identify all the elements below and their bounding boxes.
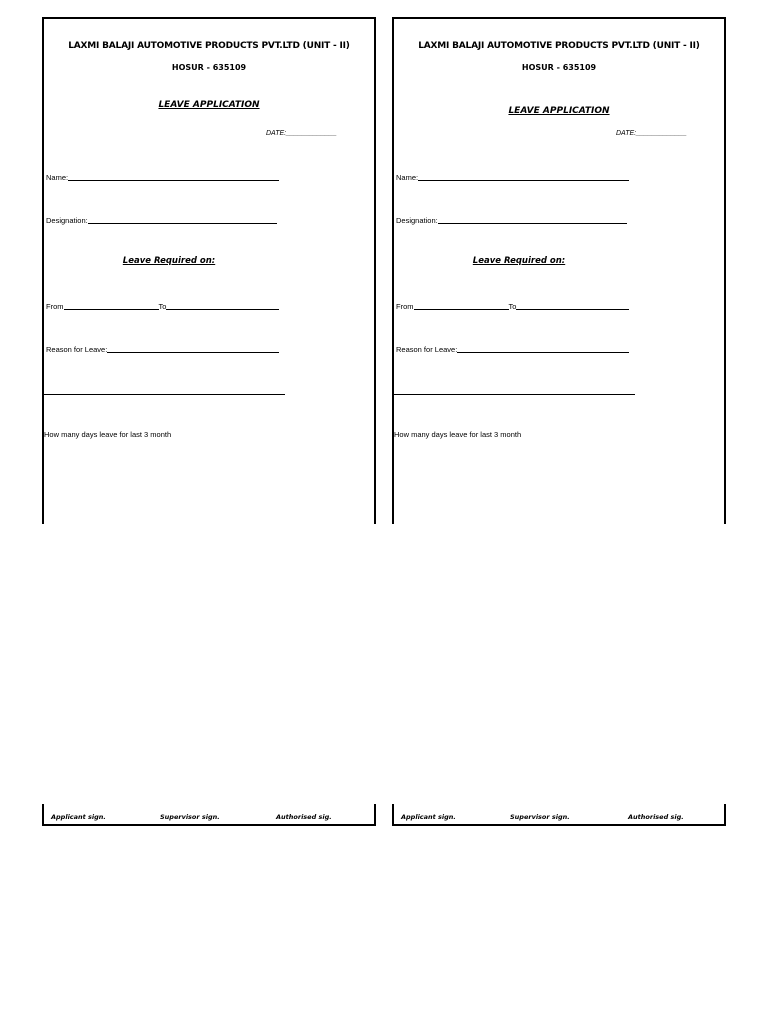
name-label: Name: xyxy=(46,173,69,182)
reason-line xyxy=(107,344,279,353)
authorised-sign: Authorised sig. xyxy=(276,813,332,821)
to-line xyxy=(166,301,279,310)
leave-count-question: How many days leave for last 3 month xyxy=(394,430,522,439)
date-blank: _____________ xyxy=(636,130,687,137)
reason-field[interactable] xyxy=(396,344,629,354)
name-line xyxy=(418,172,629,181)
designation-label: Designation: xyxy=(396,216,438,225)
designation-field[interactable] xyxy=(46,215,277,225)
date-blank: _____________ xyxy=(286,130,337,137)
form-sheet xyxy=(42,17,376,524)
designation-line xyxy=(438,215,627,224)
authorised-sign: Authorised sig. xyxy=(628,813,684,821)
leave-count-question: How many days leave for last 3 month xyxy=(44,430,172,439)
designation-label: Designation: xyxy=(46,216,88,225)
supervisor-sign: Supervisor sign. xyxy=(510,813,570,821)
from-to-field[interactable] xyxy=(46,301,279,311)
from-label: From xyxy=(396,302,414,311)
from-line xyxy=(64,301,159,310)
designation-field[interactable] xyxy=(396,215,627,225)
name-field[interactable] xyxy=(46,172,279,182)
reason-continuation-line[interactable] xyxy=(394,394,635,395)
designation-line xyxy=(88,215,277,224)
date-field[interactable] xyxy=(266,130,337,137)
form-sheet xyxy=(392,17,726,524)
to-line xyxy=(516,301,629,310)
company-city: HOSUR - 635109 xyxy=(521,63,597,72)
leave-required-heading: Leave Required on: xyxy=(122,256,216,266)
signature-box xyxy=(392,804,726,826)
reason-field[interactable] xyxy=(46,344,279,354)
from-to-field[interactable] xyxy=(396,301,629,311)
date-field[interactable] xyxy=(616,130,687,137)
form-title: LEAVE APPLICATION xyxy=(508,106,610,116)
name-label: Name: xyxy=(396,173,419,182)
reason-label: Reason for Leave: xyxy=(46,345,108,354)
from-line xyxy=(414,301,509,310)
applicant-sign: Applicant sign. xyxy=(401,813,456,821)
from-label: From xyxy=(46,302,64,311)
date-label: DATE: xyxy=(266,130,287,137)
to-label: To xyxy=(158,302,167,311)
supervisor-sign: Supervisor sign. xyxy=(160,813,220,821)
reason-line xyxy=(457,344,629,353)
signature-box xyxy=(42,804,376,826)
applicant-sign: Applicant sign. xyxy=(51,813,106,821)
reason-continuation-line[interactable] xyxy=(44,394,285,395)
date-label: DATE: xyxy=(616,130,637,137)
company-name: LAXMI BALAJI AUTOMOTIVE PRODUCTS PVT.LTD (UNIT - II) xyxy=(68,41,350,51)
leave-required-heading: Leave Required on: xyxy=(472,256,566,266)
company-name: LAXMI BALAJI AUTOMOTIVE PRODUCTS PVT.LTD (UNIT - II) xyxy=(418,41,700,51)
reason-label: Reason for Leave: xyxy=(396,345,458,354)
name-line xyxy=(68,172,279,181)
to-label: To xyxy=(508,302,517,311)
form-title: LEAVE APPLICATION xyxy=(158,100,260,110)
company-city: HOSUR - 635109 xyxy=(171,63,247,72)
name-field[interactable] xyxy=(396,172,629,182)
